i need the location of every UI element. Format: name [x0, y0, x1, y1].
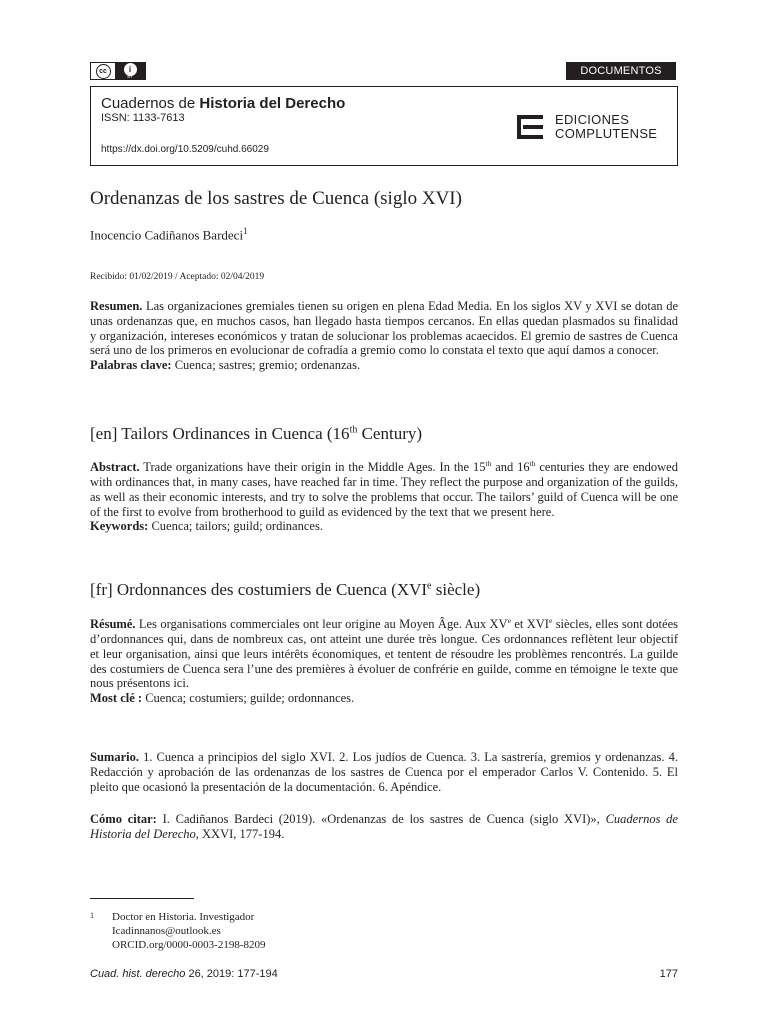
- journal-header: [90, 86, 678, 166]
- author-name: Inocencio Cadiñanos Bardeci: [90, 227, 244, 243]
- keywords-en-label: Keywords:: [90, 519, 149, 534]
- heading-fr: [90, 580, 480, 600]
- heading-fr-text: [fr] Ordonnances des costumiers de Cuenca (XVI: [90, 580, 428, 599]
- publisher-logo-icon: [517, 115, 543, 139]
- abstract-en-text-b: and 16: [491, 460, 530, 475]
- cc-logo: [91, 63, 115, 79]
- running-footer: [90, 968, 278, 980]
- heading-fr-text-end: siècle): [431, 580, 481, 599]
- footnote-number: 1: [90, 911, 94, 920]
- author-footnote-ref[interactable]: 1: [243, 226, 248, 236]
- issn: ISSN: 1133-7613: [101, 112, 185, 124]
- abstract-fr: [90, 614, 678, 706]
- heading-en: [90, 424, 422, 444]
- article-dates: Recibido: 01/02/2019 / Aceptado: 02/04/2019: [90, 272, 265, 282]
- abstract-fr-text-c: siècles, elles sont dotées d’ordonnances qui, dans de nombreux cas, ont atteint une durée très longue. Ces ordonnances reflètent leur objectif et leur organisation, ainsi que leurs intérêts économiques, et tentent de résoudre les problèmes rencontrés. La guilde des costumiers de Cuenca sera l’une des premières à évoluer de confrérie en guilde, comme en témoigne le texte que nous présentons ici.: [90, 617, 678, 691]
- footnote-orcid[interactable]: ORCID.org/0000-0003-2198-8209: [112, 939, 266, 952]
- abstract-fr-text-b: et XVI: [510, 617, 549, 632]
- cc-license-badge[interactable]: [90, 62, 146, 80]
- footnote: [90, 910, 265, 953]
- cc-icon: cc: [96, 64, 111, 79]
- journal-title-main: Historia del Derecho: [199, 95, 346, 112]
- publisher-name: [555, 113, 657, 141]
- publisher: [517, 113, 657, 141]
- abstract-es: [90, 299, 678, 373]
- abstract-fr-label: Résumé.: [90, 617, 136, 632]
- abstract-es-text: Las organizaciones gremiales tienen su origen en plena Edad Media. En los siglos XV y XVI se dotan de unas ordenanzas que, en muchos casos, han llegado hasta tiempos cercanos. En ellas quedan plasmados su finalidad y organización, intereses económicos y tratan de solucionar los problemas acaecidos. El gremio de sastres de Cuenca será uno de los primeros en evolucionar de cofradía a gremio como lo constata el texto que aquí damos a conocer.: [90, 299, 678, 358]
- footnote-line1: Doctor en Historia. Investigador: [112, 911, 255, 923]
- abstract-en-text-a: Trade organizations have their origin in the Middle Ages. In the 15: [139, 460, 486, 475]
- heading-fr-sup: e: [427, 580, 432, 592]
- article-author: [90, 226, 248, 243]
- abstract-en-label: Abstract.: [90, 460, 140, 475]
- publisher-line1: EDICIONES: [555, 112, 630, 127]
- abstract-fr-text-a: Les organisations commerciales ont leur origine au Moyen Âge. Aux XV: [135, 617, 508, 632]
- abstract-en-sup1: th: [485, 459, 492, 468]
- citation: [90, 812, 678, 842]
- summary-label: Sumario.: [90, 750, 139, 764]
- abstract-fr-sup1: e: [507, 616, 511, 625]
- section-tag: DOCUMENTOS: [566, 62, 676, 80]
- abstract-en-sup2: th: [529, 459, 536, 468]
- keywords-es-label: Palabras clave:: [90, 358, 172, 373]
- by-label: BY: [127, 74, 133, 79]
- keywords-en-text: Cuenca; tailors; guild; ordinances.: [148, 519, 323, 534]
- abstract-fr-sup2: e: [548, 616, 553, 625]
- doi-link[interactable]: https://dx.doi.org/10.5209/cuhd.66029: [101, 144, 269, 155]
- person-icon: i: [124, 63, 137, 76]
- heading-en-text-end: Century): [357, 424, 423, 443]
- keywords-fr-label: Most clé :: [90, 691, 143, 706]
- summary: [90, 750, 678, 794]
- citation-text: I. Cadiñanos Bardeci (2019). «Ordenanzas de los sastres de Cuenca (siglo XVI)»,: [156, 812, 606, 826]
- publisher-line2: COMPLUTENSE: [555, 126, 658, 141]
- summary-text: 1. Cuenca a principios del siglo XVI. 2. Los judíos de Cuenca. 3. La sastrería, gremios y ordenanzas. 4. Redacción y aprobación de las ordenanzas de los sastres de Cuenca por el emperador Carlos V. Contenido. 5. El pleito que ocasionó la presentación de la documentación. 6. Apéndice.: [90, 750, 678, 794]
- citation-text-end: , XXVI, 177-194.: [195, 826, 285, 841]
- heading-en-sup: th: [349, 424, 358, 436]
- page-number: 177: [659, 968, 678, 980]
- journal-title: [101, 95, 345, 112]
- citation-label: Cómo citar:: [90, 812, 157, 826]
- footnote-divider: [90, 898, 194, 899]
- article-title: Ordenanzas de los sastres de Cuenca (siglo XVI): [90, 188, 462, 209]
- citation-journal: Cuadernos de Historia del Derecho: [90, 812, 678, 841]
- abstract-en-text-c: centuries they are endowed with ordinances that, in many cases, have reached far in time. They reflect the purpose and organization of the guilds, as well as their economic interests, and try to solve the problems that occur. The tailors’ guild of Cuenca will be one of the first to evolve from brotherhood to guild as evidenced by the text that we present here.: [90, 460, 678, 519]
- by-logo: [115, 63, 145, 79]
- journal-title-prefix: Cuadernos de: [101, 95, 196, 112]
- keywords-fr-text: Cuenca; costumiers; guilde; ordonnances.: [142, 691, 355, 706]
- footer-journal-abbr: Cuad. hist. derecho: [90, 968, 186, 980]
- footnote-email[interactable]: Icadinnanos@outlook.es: [112, 925, 221, 938]
- abstract-en: [90, 457, 678, 534]
- footer-volume: 26, 2019: 177-194: [185, 968, 278, 980]
- keywords-es-text: Cuenca; sastres; gremio; ordenanzas.: [171, 358, 361, 373]
- heading-en-text: [en] Tailors Ordinances in Cuenca (16: [90, 424, 350, 443]
- abstract-es-label: Resumen.: [90, 299, 143, 313]
